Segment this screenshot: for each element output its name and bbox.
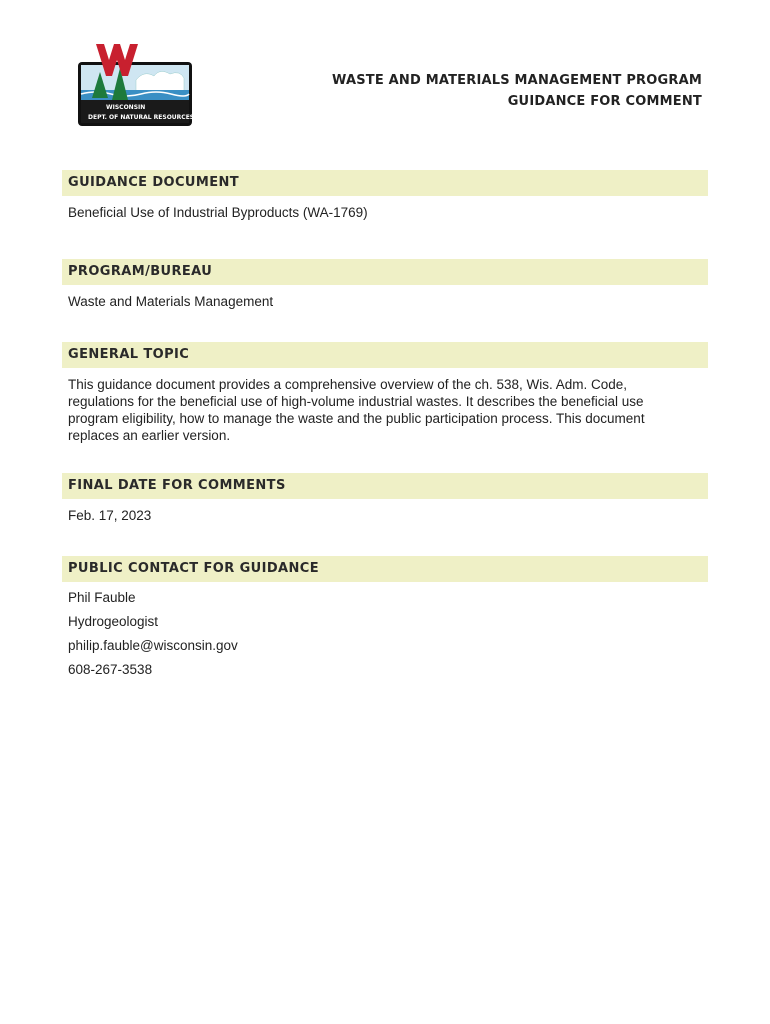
- topic-line: program eligibility, how to manage the waste and the public participation process. This document: [68, 411, 645, 426]
- logo-line2: DEPT. OF NATURAL RESOURCES: [88, 114, 194, 121]
- guidance-document-title: Beneficial Use of Industrial Byproducts (WA-1769): [68, 205, 368, 220]
- contact-phone: 608-267-3538: [68, 662, 153, 677]
- section-heading: PROGRAM/BUREAU: [62, 259, 708, 285]
- logo-line1: WISCONSIN: [106, 104, 146, 111]
- section-general-topic: [62, 342, 708, 444]
- program-bureau-name: Waste and Materials Management: [68, 294, 274, 309]
- program-title: WASTE AND MATERIALS MANAGEMENT PROGRAM: [332, 73, 702, 88]
- section-heading: GUIDANCE DOCUMENT: [62, 170, 708, 196]
- section-program-bureau: [62, 259, 708, 310]
- wisconsin-dnr-logo: [76, 42, 194, 128]
- section-heading: GENERAL TOPIC: [62, 342, 708, 368]
- document-status: GUIDANCE FOR COMMENT: [507, 94, 702, 109]
- section-guidance-document: [62, 170, 708, 221]
- document-header: [332, 70, 702, 112]
- final-comment-date: Feb. 17, 2023: [68, 508, 152, 523]
- general-topic-text: [62, 368, 708, 444]
- section-final-date: [62, 473, 708, 524]
- contact-title: Hydrogeologist: [68, 614, 159, 629]
- section-heading: FINAL DATE FOR COMMENTS: [62, 473, 708, 499]
- topic-line: This guidance document provides a comprehensive overview of the ch. 538, Wis. Adm. Code,: [68, 377, 628, 392]
- section-heading: PUBLIC CONTACT FOR GUIDANCE: [62, 556, 708, 582]
- section-public-contact: [62, 556, 708, 682]
- contact-email[interactable]: philip.fauble@wisconsin.gov: [68, 638, 238, 653]
- topic-line: regulations for the beneficial use of high-volume industrial wastes. It describes the beneficial use: [68, 394, 644, 409]
- contact-name: Phil Fauble: [68, 590, 136, 605]
- topic-line: replaces an earlier version.: [68, 428, 231, 443]
